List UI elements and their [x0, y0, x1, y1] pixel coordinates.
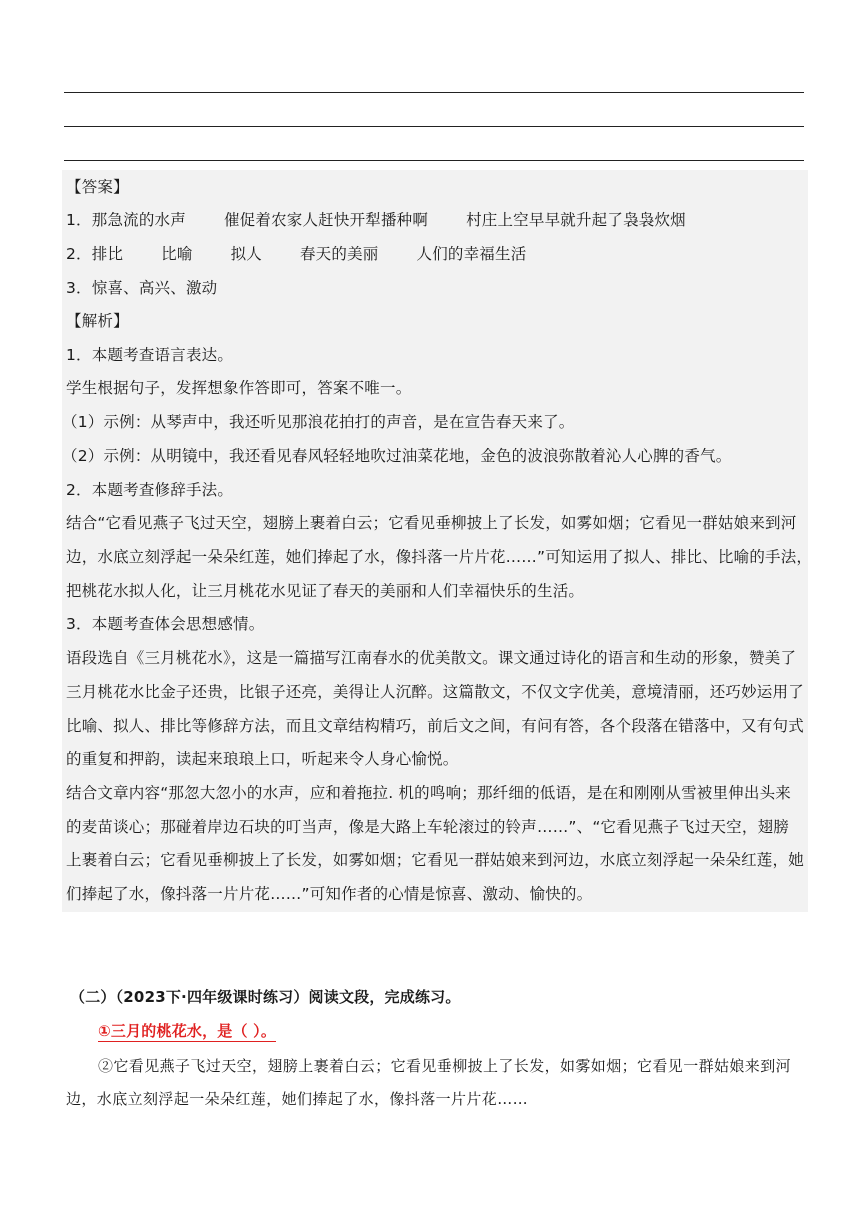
answer-heading: 【答案】	[66, 178, 129, 196]
answer-3: 3．惊喜、高兴、激动	[66, 279, 218, 297]
answer-2-part-5: 人们的幸福生活	[416, 245, 527, 263]
writing-line-1	[64, 92, 804, 93]
analysis-line: 1．本题考查语言表达。	[66, 346, 234, 364]
section-2-red-sentence	[98, 1021, 276, 1041]
section-2-title: （二）（2023下·四年级课时练习）阅读文段，完成练习。	[70, 988, 461, 1006]
answer-2-part-1: 2．排比	[66, 245, 124, 263]
analysis-line: 的麦苗谈心；那碰着岸边石块的叮当声，像是大路上车轮滚过的铃声……”、“它看见燕子飞过天空，翅膀	[66, 818, 789, 836]
section-2-paragraph-line-1: ②它看见燕子飞过天空，翅膀上裹着白云；它看见垂柳披上了长发，如雾如烟；它看见一群姑娘来到河	[98, 1057, 792, 1075]
answer-1-part-2: 催促着农家人赶快开犁播种啊	[223, 211, 429, 229]
answer-2-part-2: 比喻	[161, 245, 193, 263]
writing-line-3	[64, 160, 804, 161]
analysis-line: （1）示例：从琴声中，我还听见那浪花拍打的声音，是在宣告春天来了。	[62, 413, 575, 431]
analysis-line: （2）示例：从明镜中，我还看见春风轻轻地吹过油菜花地，金色的波浪弥散着沁人心脾的香气。	[62, 447, 732, 465]
section-2-paragraph-line-2: 边，水底立刻浮起一朵朵红莲，她们捧起了水，像抖落一片片花……	[66, 1090, 529, 1108]
answer-2-part-3: 拟人	[230, 245, 262, 263]
analysis-line: 们捧起了水，像抖落一片片花……”可知作者的心情是惊喜、激动、愉快的。	[66, 885, 593, 903]
analysis-heading: 【解析】	[66, 312, 129, 330]
analysis-line: 结合文章内容“那忽大忽小的水声，应和着拖拉. 机的鸣响；那纤细的低语，是在和刚刚从雪被里伸出头来	[66, 784, 791, 802]
analysis-line: 语段选自《三月桃花水》，这是一篇描写江南春水的优美散文。课文通过诗化的语言和生动的形象，赞美了	[66, 649, 797, 667]
analysis-line: 比喻、拟人、排比等修辞方法，而且文章结构精巧，前后文之间，有问有答，各个段落在错落中，又有句式	[66, 717, 804, 735]
writing-line-2	[64, 126, 804, 127]
answer-1	[66, 210, 686, 230]
red-underlined-sentence: ①三月的桃花水，是（ ）。	[98, 1022, 277, 1040]
answer-1-part-1: 1．那急流的水声	[66, 211, 186, 229]
answer-1-part-3: 村庄上空早早就升起了袅袅炊烟	[466, 211, 686, 229]
analysis-line: 的重复和押韵，读起来琅琅上口，听起来令人身心愉悦。	[66, 750, 459, 768]
answer-2-part-4: 春天的美丽	[299, 245, 379, 263]
analysis-line: 3．本题考查体会思想感情。	[66, 615, 265, 633]
analysis-line: 2．本题考查修辞手法。	[66, 481, 234, 499]
analysis-line: 边，水底立刻浮起一朵朵红莲，她们捧起了水，像抖落一片片花……”可知运用了拟人、排比、比喻的手法，	[66, 548, 813, 566]
analysis-line: 上裹着白云；它看见垂柳披上了长发，如雾如烟；它看见一群姑娘来到河边，水底立刻浮起一朵朵红莲，她	[66, 851, 804, 869]
answer-2	[66, 244, 526, 264]
analysis-line: 三月桃花水比金子还贵，比银子还亮，美得让人沉醉。这篇散文，不仅文字优美，意境清丽，还巧妙运用了	[66, 683, 804, 701]
analysis-line: 结合“它看见燕子飞过天空，翅膀上裹着白云；它看见垂柳披上了长发，如雾如烟；它看见一群姑娘来到河	[66, 514, 797, 532]
analysis-line: 学生根据句子，发挥想象作答即可，答案不唯一。	[66, 379, 412, 397]
analysis-line: 把桃花水拟人化，让三月桃花水见证了春天的美丽和人们幸福快乐的生活。	[66, 582, 585, 600]
